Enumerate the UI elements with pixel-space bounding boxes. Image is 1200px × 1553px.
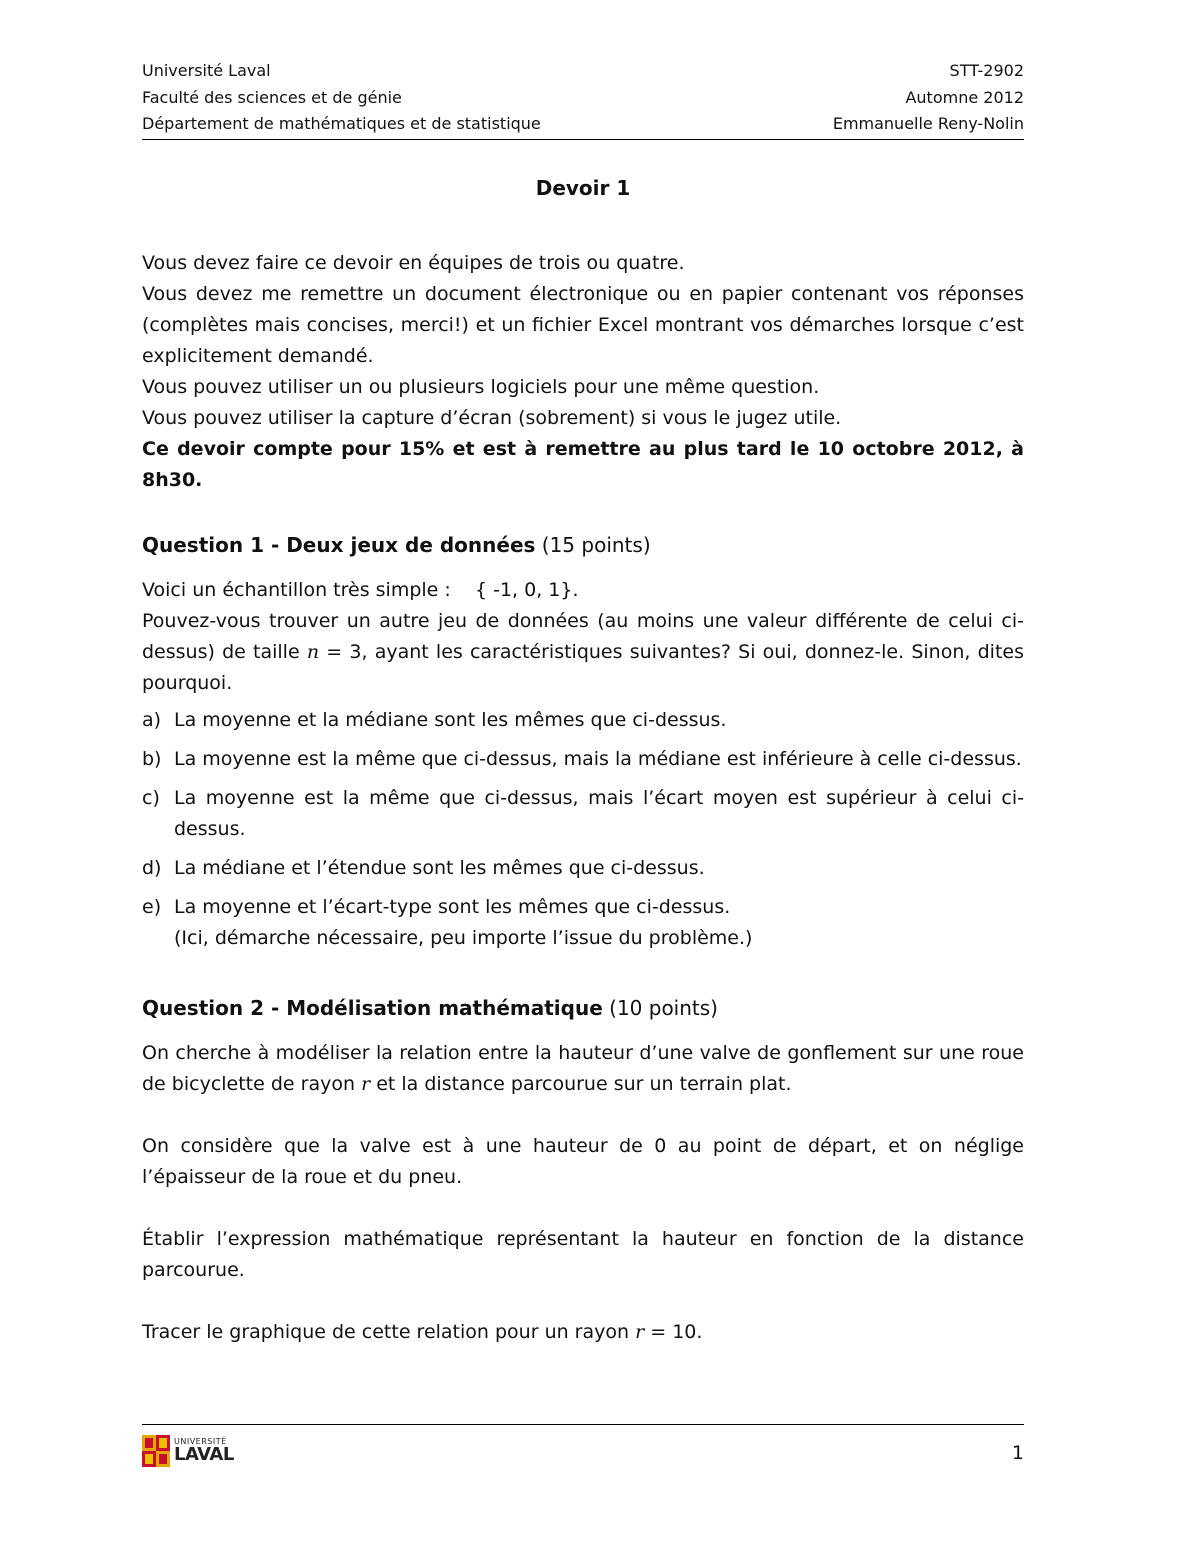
list-item (142, 853, 1024, 884)
document-header (142, 58, 1024, 138)
math-variable: r (361, 1072, 371, 1095)
item-text: La moyenne et la médiane sont les mêmes que ci-dessus. (174, 708, 727, 731)
document-page (142, 58, 1024, 1348)
question-1-points: (15 points) (541, 532, 651, 557)
question-1-prompt (142, 606, 1024, 699)
question-2-paragraph (142, 1038, 1024, 1100)
sample-set: { -1, 0, 1}. (474, 578, 579, 601)
header-rule (142, 139, 1024, 140)
list-item (142, 892, 1024, 954)
question-2-paragraph (142, 1317, 1024, 1348)
university-name: Université Laval (142, 61, 271, 80)
item-marker: e) (142, 895, 162, 918)
logo-small-text: UNIVERSITÉ (174, 1437, 227, 1446)
intro-line: Vous pouvez utiliser la capture d’écran (sobrement) si vous le jugez utile. (142, 406, 842, 429)
question-2-paragraph: Établir l’expression mathématique représentant la hauteur en fonction de la distance parcourue. (142, 1227, 1024, 1281)
course-code: STT-2902 (949, 61, 1024, 80)
instructor-name: Emmanuelle Reny-Nolin (832, 114, 1024, 133)
semester: Automne 2012 (905, 87, 1024, 107)
department-name: Département de mathématiques et de statistique (142, 114, 541, 133)
intro-line: Vous devez me remettre un document électronique ou en papier contenant vos réponses (complètes mais concises, merci!) et un fichier Excel montrant vos démarches lorsque c’est explicitement demandé. (142, 282, 1024, 367)
question-1-body (142, 575, 1024, 954)
paragraph-text: On cherche à modéliser la relation entre la hauteur d’une valve de gonflement sur une roue de bicyclette de rayon (142, 1041, 1024, 1095)
logo-big-text: LAVAL (174, 1444, 234, 1465)
sample-prefix: Voici un échantillon très simple : (142, 578, 451, 601)
intro-line: Vous devez faire ce devoir en équipes de trois ou quatre. (142, 251, 685, 274)
math-equation: = 3 (326, 640, 362, 663)
paragraph-text: Tracer le graphique de cette relation pour un rayon (142, 1320, 630, 1343)
question-1-items (142, 705, 1024, 954)
intro-line: Vous pouvez utiliser un ou plusieurs logiciels pour une même question. (142, 375, 820, 398)
list-item (142, 705, 1024, 736)
math-variable: r (635, 1320, 645, 1343)
list-item (142, 783, 1024, 845)
question-1-title: Question 1 - Deux jeux de données (142, 532, 536, 557)
question-2-heading (142, 992, 1024, 1024)
footer-rule (142, 1424, 1024, 1425)
sample-line (142, 575, 1024, 606)
item-note: (Ici, démarche nécessaire, peu importe l’issue du problème.) (174, 926, 753, 949)
prompt-text: , ayant les caractéristiques suivantes? Si oui, donnez-le. Sinon, dites pourquoi. (142, 640, 1024, 694)
question-2-body (142, 1038, 1024, 1348)
list-item (142, 744, 1024, 775)
math-equation: = 10. (650, 1320, 703, 1343)
item-text: La moyenne est la même que ci-dessus, mais l’écart moyen est supérieur à celui ci-dessus. (174, 786, 1024, 840)
item-marker: d) (142, 856, 162, 879)
faculty-name: Faculté des sciences et de génie (142, 87, 402, 107)
question-1-heading (142, 529, 1024, 561)
item-text: La moyenne est la même que ci-dessus, mais la médiane est inférieure à celle ci-dessus. (174, 747, 1022, 770)
item-marker: b) (142, 747, 162, 770)
math-variable: n (306, 640, 320, 663)
item-marker: a) (142, 708, 162, 731)
logo-wordmark (174, 1438, 234, 1464)
question-2-title: Question 2 - Modélisation mathématique (142, 995, 603, 1020)
deadline-notice: Ce devoir compte pour 15% et est à remettre au plus tard le 10 octobre 2012, à 8h30. (142, 437, 1024, 491)
intro-section (142, 248, 1024, 496)
page-title: Devoir 1 (535, 175, 631, 200)
paragraph-text: et la distance parcourue sur un terrain plat. (376, 1072, 792, 1095)
page-number: 1 (1011, 1442, 1024, 1464)
question-2-paragraph: On considère que la valve est à une hauteur de 0 au point de départ, et on néglige l’épaisseur de la roue et du pneu. (142, 1134, 1024, 1188)
item-text: La moyenne et l’écart-type sont les mêmes que ci-dessus. (174, 895, 731, 918)
header-right (833, 58, 1024, 138)
question-2-points: (10 points) (609, 995, 718, 1020)
prompt-text: Pouvez-vous trouver un autre jeu de données (au moins une valeur différente de celui ci-dessus) de taille (142, 609, 1024, 663)
university-logo (142, 1435, 234, 1467)
item-text: La médiane et l’étendue sont les mêmes que ci-dessus. (174, 856, 705, 879)
header-left (142, 58, 541, 138)
crest-icon (142, 1435, 170, 1467)
item-marker: c) (142, 786, 160, 809)
